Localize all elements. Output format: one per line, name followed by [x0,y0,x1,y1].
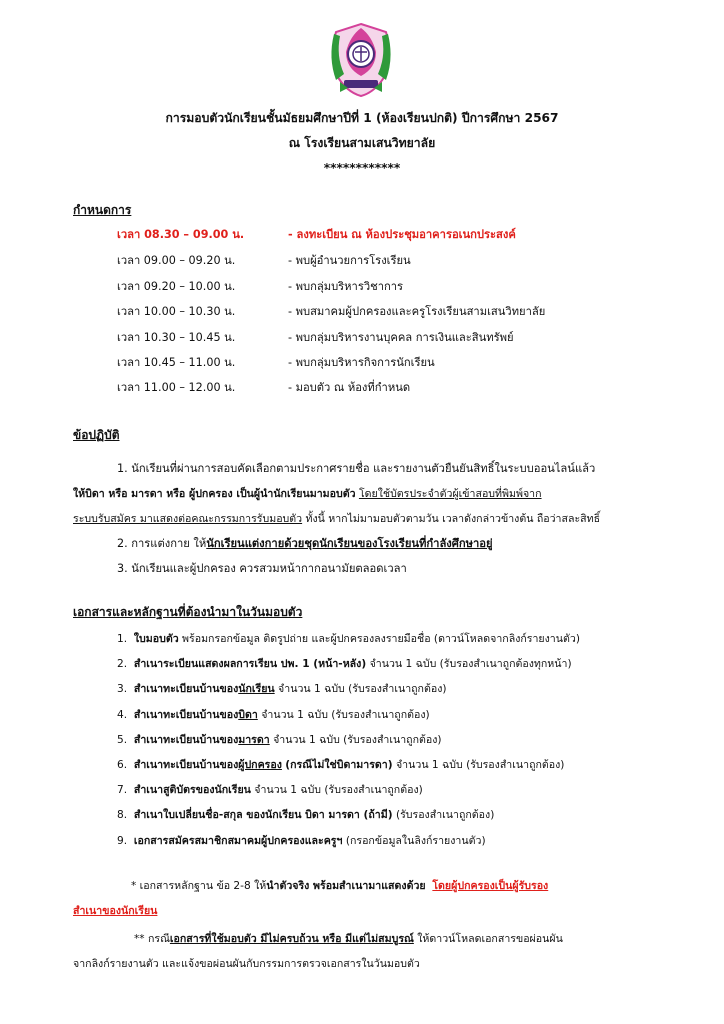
document-item [117,631,580,647]
note-2 [134,931,563,947]
item-subject: ผู้ปกครอง [238,759,282,771]
item-title: ใบมอบตัว [133,633,179,645]
rule-1-line-1: 1. นักเรียนที่ผ่านการสอบคัดเลือกตามประกาศรายชื่อ และรายงานตัวยืนยันสิทธิ์ในระบบออนไลน์แล้ว [117,462,596,475]
schedule-time: เวลา 09.20 – 10.00 น. [117,280,236,293]
note-2-rest: ให้ดาวน์โหลดเอกสารขอผ่อนผัน [417,933,563,945]
rule-1-emphasis: ให้บิดา หรือ มารดา หรือ ผู้ปกครอง เป็นผู้นำนักเรียนมามอบตัว [73,488,356,500]
rule-1-rest: ทั้งนี้ หากไม่มามอบตัวตามวัน เวลาดังกล่าวข้างต้น ถือว่าสละสิทธิ์ [305,513,601,525]
document-item [117,656,572,672]
note-2-prefix: ** กรณี [134,933,170,945]
schedule-time: เวลา 08.30 – 09.00 น. [117,228,245,241]
note-1-warning-cont: สำเนาของนักเรียน [73,905,158,917]
schedule-activity: - มอบตัว ณ ห้องที่กำหนด [288,381,411,394]
note-1 [131,878,548,894]
item-detail: จำนวน 1 ฉบับ (รับรองสำเนาถูกต้อง) [261,709,430,721]
rule-1-line-2 [73,486,542,502]
item-title: สำเนาทะเบียนบ้านของ [133,734,239,746]
schedule-time: เวลา 10.30 – 10.45 น. [117,331,236,344]
document-item [117,833,486,849]
item-title: สำเนาระเบียนแสดงผลการเรียน ปพ. 1 (หน้า-หลัง) [133,658,367,670]
item-subject: มารดา [238,734,270,746]
item-detail: จำนวน 1 ฉบับ (รับรองสำเนาถูกต้องทุกหน้า) [369,658,572,670]
rule-3: 3. นักเรียนและผู้ปกครอง ควรสวมหน้ากากอนามัยตลอดเวลา [117,562,407,575]
rule-1-underlined: โดยใช้บัตรประจำตัวผู้เข้าสอบที่พิมพ์จาก [358,488,542,500]
item-title: เอกสารสมัครสมาชิกสมาคมผู้ปกครองและครูฯ [133,835,343,847]
schedule-heading: กำหนดการ [73,203,132,217]
item-number: 3. [117,683,128,695]
item-title: สำเนาใบเปลี่ยนชื่อ-สกุล ของนักเรียน บิดา มารดา (ถ้ามี) [133,809,393,821]
schedule-activity: - ลงทะเบียน ณ ห้องประชุมอาคารอเนกประสงค์ [288,228,516,241]
note-1-emphasis: นำตัวจริง พร้อมสำเนามาแสดงด้วย [266,880,426,892]
rule-2 [117,536,493,552]
rule-1-line-3 [73,511,600,527]
item-number: 7. [117,784,128,796]
item-title: สำเนาสูติบัตรของนักเรียน [133,784,251,796]
document-item [117,707,430,723]
schedule-time: เวลา 10.00 – 10.30 น. [117,305,236,318]
item-subject: บิดา [238,709,258,721]
item-detail: (รับรองสำเนาถูกต้อง) [395,809,495,821]
document-item [117,807,494,823]
item-number: 4. [117,709,128,721]
schedule-time: เวลา 10.45 – 11.00 น. [117,356,236,369]
item-detail: (กรอกข้อมูลในลิงก์รายงานตัว) [345,835,486,847]
documents-heading: เอกสารและหลักฐานที่ต้องนำมาในวันมอบตัว [73,605,303,619]
document-item [117,782,423,798]
schedule-activity: - พบสมาคมผู้ปกครองและครูโรงเรียนสามเสนวิทยาลัย [288,305,546,318]
item-condition: (กรณีไม่ใช่บิดามารดา) [285,759,393,771]
schedule-time: เวลา 11.00 – 12.00 น. [117,381,236,394]
document-item [117,757,564,773]
item-detail: จำนวน 1 ฉบับ (รับรองสำเนาถูกต้อง) [395,759,565,771]
item-subject: นักเรียน [238,683,275,695]
note-1-prefix: * เอกสารหลักฐาน ข้อ 2-8 ให้ [131,880,267,892]
schedule-activity: - พบผู้อำนวยการโรงเรียน [288,254,411,267]
decorative-stars: ************ [323,161,401,175]
item-detail: พร้อมกรอกข้อมูล ติดรูปถ่าย และผู้ปกครองลงรายมือชื่อ (ดาวน์โหลดจากลิงก์รายงานตัว) [182,633,580,645]
item-number: 2. [117,658,128,670]
schedule-activity: - พบกลุ่มบริหารวิชาการ [288,280,404,293]
rules-heading: ข้อปฏิบัติ [73,428,120,442]
item-title: สำเนาทะเบียนบ้านของ [133,709,239,721]
item-detail: จำนวน 1 ฉบับ (รับรองสำเนาถูกต้อง) [254,784,423,796]
schedule-time: เวลา 09.00 – 09.20 น. [117,254,236,267]
schedule-activity: - พบกลุ่มบริหารกิจการนักเรียน [288,356,435,369]
document-item [117,732,442,748]
item-number: 5. [117,734,128,746]
item-number: 8. [117,809,128,821]
note-2-emphasis: เอกสารที่ใช้มอบตัว มีไม่ครบถ้วน หรือ มีแต่ไม่สมบูรณ์ [169,933,414,945]
item-detail: จำนวน 1 ฉบับ (รับรองสำเนาถูกต้อง) [273,734,442,746]
school-emblem-icon [326,22,396,98]
item-number: 9. [117,835,128,847]
document-item [117,681,447,697]
note-1-warning: โดยผู้ปกครองเป็นผู้รับรอง [432,880,549,892]
rule-2-prefix: 2. การแต่งกาย ให้ [117,537,207,550]
school-name: ณ โรงเรียนสามเสนวิทยาลัย [288,136,436,150]
item-number: 1. [117,633,128,645]
item-number: 6. [117,759,128,771]
item-detail: จำนวน 1 ฉบับ (รับรองสำเนาถูกต้อง) [278,683,447,695]
item-title: สำเนาทะเบียนบ้านของ [133,683,239,695]
schedule-activity: - พบกลุ่มบริหารงานบุคคล การเงินและสินทรัพย์ [288,331,514,344]
note-2-cont: จากลิงก์รายงานตัว และแจ้งขอผ่อนผันกับกรรมการตรวจเอกสารในวันมอบตัว [73,958,420,970]
rule-2-emphasis: นักเรียนแต่งกายด้วยชุดนักเรียนของโรงเรียนที่กำลังศึกษาอยู่ [206,537,493,550]
rule-1-underlined-2: ระบบรับสมัคร มาแสดงต่อคณะกรรมการรับมอบตัว [73,513,303,525]
document-title: การมอบตัวนักเรียนชั้นมัธยมศึกษาปีที่ 1 (ห้องเรียนปกติ) ปีการศึกษา 2567 [165,111,559,125]
item-title: สำเนาทะเบียนบ้านของ [133,759,239,771]
